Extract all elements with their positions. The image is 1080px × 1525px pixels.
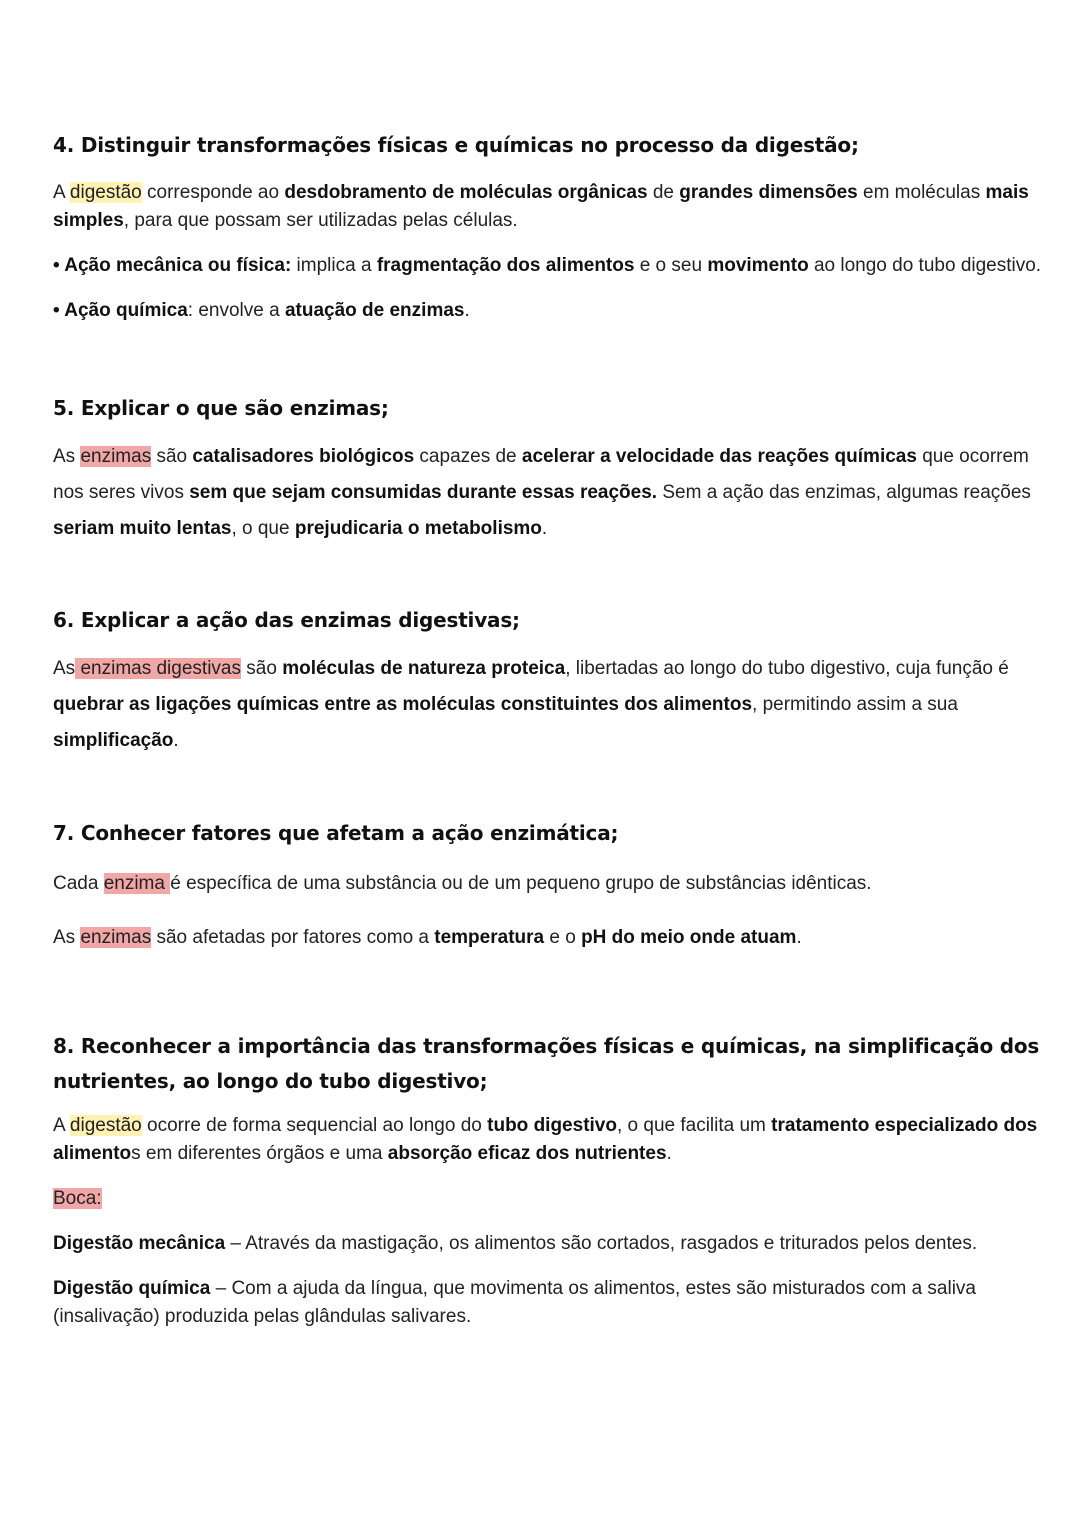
- section-4-paragraph: [53, 179, 1043, 235]
- highlight-boca: Boca:: [53, 1188, 102, 1209]
- section-6-heading: 6. Explicar a ação das enzimas digestivas;: [53, 608, 520, 632]
- section-7-heading: 7. Conhecer fatores que afetam a ação enzimática;: [53, 821, 619, 845]
- bold-text: absorção eficaz dos nutrientes: [387, 1143, 667, 1164]
- section-7-paragraph-2: [53, 924, 1043, 952]
- section-4: [53, 128, 1043, 325]
- text: , permitindo assim a sua: [752, 694, 958, 715]
- highlight-enzimas: enzimas: [80, 446, 152, 467]
- highlight-enzima: enzima: [103, 873, 171, 894]
- digestao-quimica-paragraph: [53, 1275, 1043, 1331]
- section-5-heading: 5. Explicar o que são enzimas;: [53, 396, 389, 420]
- text: e o seu: [634, 255, 708, 276]
- text: em moléculas: [857, 182, 986, 203]
- text: As: [53, 658, 76, 679]
- digestao-mecanica-paragraph: [53, 1230, 1043, 1258]
- text: Sem a ação das enzimas, algumas reações: [657, 482, 1031, 503]
- bold-text: catalisadores biológicos: [192, 446, 415, 467]
- section-8: [53, 1029, 1043, 1331]
- bold-text: Ação química: [64, 300, 188, 321]
- bullet-dot: •: [53, 300, 65, 321]
- highlight-enzimas-digestivas: enzimas digestivas: [75, 658, 241, 679]
- bold-text: simplificação: [53, 730, 174, 751]
- text: que ocorrem nos seres vivos: [53, 446, 1029, 503]
- text: , para que possam ser utilizadas pelas células.: [123, 210, 518, 231]
- bold-text: seriam muito lentas: [53, 518, 232, 539]
- highlight-enzimas: enzimas: [80, 927, 152, 948]
- text: As: [53, 927, 81, 948]
- text: , o que facilita um: [616, 1115, 772, 1136]
- text: A: [53, 182, 70, 203]
- text: A: [53, 1115, 70, 1136]
- bold-text: acelerar a velocidade das reações químicas: [521, 446, 917, 467]
- text: .: [666, 1143, 672, 1164]
- text: , libertadas ao longo do tubo digestivo, cuja função é: [565, 658, 1009, 679]
- text: , o que: [231, 518, 295, 539]
- bold-text: pH do meio onde atuam: [581, 927, 797, 948]
- text: .: [173, 730, 179, 751]
- bold-text: quebrar as ligações químicas entre as moléculas constituintes dos alimentos: [53, 694, 753, 715]
- bold-text: temperatura: [434, 927, 545, 948]
- bold-text: Ação mecânica ou física:: [64, 255, 292, 276]
- highlight-digestao: digestão: [69, 182, 142, 203]
- section-7: [53, 816, 1043, 952]
- bold-text: sem que sejam consumidas durante essas reações.: [189, 482, 658, 503]
- text: ao longo do tubo digestivo.: [808, 255, 1042, 276]
- text: é específica de uma substância ou de um pequeno grupo de substâncias idênticas.: [170, 873, 872, 894]
- bold-text: fragmentação dos alimentos: [376, 255, 635, 276]
- bold-text: tratamento especializado dos alimento: [53, 1115, 1038, 1164]
- text: ocorre de forma sequencial ao longo do: [141, 1115, 488, 1136]
- text: .: [541, 518, 548, 539]
- text: – Com a ajuda da língua, que movimenta os alimentos, estes são misturados com a saliva (insalivação) produzida pelas glândulas salivares.: [53, 1278, 976, 1327]
- text: : envolve a: [187, 300, 285, 321]
- bold-text: atuação de enzimas: [284, 300, 465, 321]
- section-8-heading: 8. Reconhecer a importância das transformações físicas e químicas, na simplificação dos nutrientes, ao longo do tubo digestivo;: [53, 1034, 1040, 1093]
- bullet-acao-mecanica: [53, 252, 1043, 280]
- text: implica a: [291, 255, 377, 276]
- section-8-paragraph: [53, 1112, 1043, 1168]
- section-7-paragraph-1: [53, 870, 1043, 898]
- text: – Através da mastigação, os alimentos são cortados, rasgados e triturados pelos dentes.: [225, 1233, 978, 1254]
- bold-text: Digestão química: [53, 1278, 211, 1299]
- section-4-heading: 4. Distinguir transformações físicas e químicas no processo da digestão;: [53, 133, 859, 157]
- text: capazes de: [414, 446, 522, 467]
- bold-text: Digestão mecânica: [53, 1233, 226, 1254]
- bold-text: desdobramento de moléculas orgânicas: [284, 182, 648, 203]
- text: corresponde ao: [141, 182, 285, 203]
- text: são: [151, 446, 193, 467]
- text: são: [240, 658, 283, 679]
- section-6: [53, 603, 1043, 759]
- highlight-digestao: digestão: [69, 1115, 142, 1136]
- bold-text: moléculas de natureza proteica: [282, 658, 566, 679]
- bold-text: movimento: [707, 255, 809, 276]
- bold-text: mais simples: [53, 182, 1029, 231]
- section-5: [53, 391, 1043, 547]
- text: As: [53, 446, 81, 467]
- text: .: [464, 300, 470, 321]
- section-6-paragraph: [53, 651, 1043, 759]
- text: de: [647, 182, 680, 203]
- bold-text: grandes dimensões: [679, 182, 858, 203]
- text: e o: [544, 927, 582, 948]
- text: .: [796, 927, 802, 948]
- text: Cada: [53, 873, 104, 894]
- text: s em diferentes órgãos e uma: [131, 1143, 388, 1164]
- bold-text: tubo digestivo: [487, 1115, 617, 1136]
- bullet-dot: •: [53, 255, 65, 276]
- section-5-paragraph: [53, 439, 1043, 547]
- text: são afetadas por fatores como a: [151, 927, 435, 948]
- bullet-acao-quimica: [53, 297, 1043, 325]
- bold-text: prejudicaria o metabolismo: [294, 518, 542, 539]
- boca-label-line: [53, 1185, 1043, 1213]
